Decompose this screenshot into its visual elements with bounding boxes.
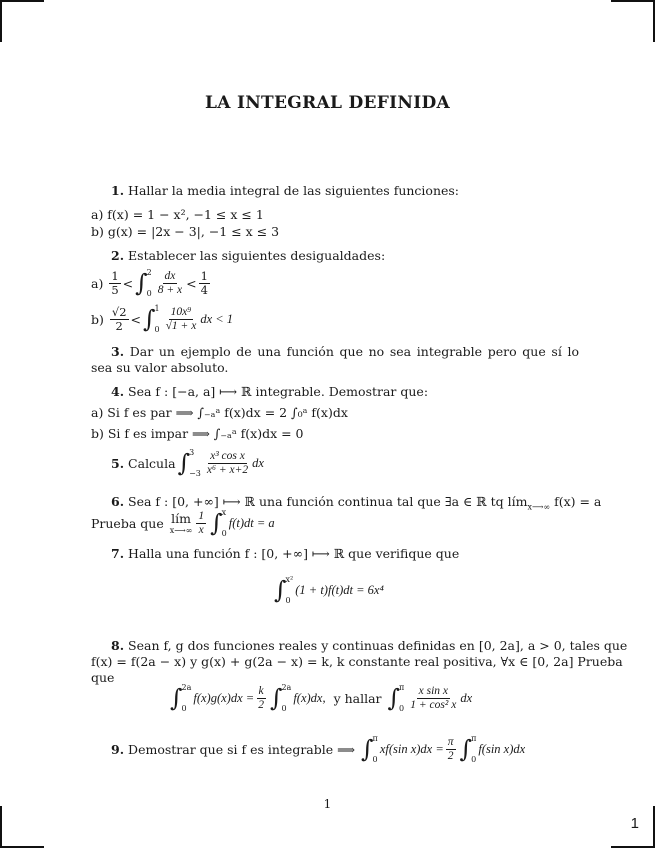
problem-number: 1. (111, 183, 125, 198)
math-tail: dx (460, 690, 473, 705)
problem-7 (91, 546, 579, 562)
problem-text: Demostrar que si f es integrable ⟹ (128, 741, 356, 757)
problem-5 (111, 448, 264, 478)
problem-8-equation (168, 683, 472, 713)
page-title: LA INTEGRAL DEFINIDA (204, 93, 450, 113)
y-hallar-text: y hallar (333, 690, 382, 706)
fraction: $\frac{dx}{8 + x}$ (157, 269, 183, 296)
problem-text: Calcula (128, 455, 176, 471)
problem-3 (91, 344, 579, 376)
problem-number: 2. (111, 248, 125, 263)
problem-text: Hallar la media integral de las siguientes funciones: (128, 183, 460, 198)
problem-2-b (91, 304, 233, 334)
item-label: b) (91, 311, 104, 327)
integral: ∫ 2 0 (135, 268, 152, 298)
math-body: f(sin x)dx (478, 741, 526, 756)
math-body: f(x)dx, (293, 690, 326, 705)
problem-8-line3: que (91, 670, 115, 685)
crop-mark-top-left-h (0, 0, 44, 2)
problem-number: 4. (111, 384, 125, 399)
fraction: $\frac{1}{4}$ (200, 268, 208, 297)
problem-number: 9. (111, 741, 125, 757)
integral: ∫ π 0 (459, 734, 477, 764)
problem-2 (91, 248, 579, 264)
integral: ∫ x 0 (210, 508, 227, 538)
integral: ∫ x² 0 (274, 575, 294, 605)
viewer-page-indicator: 1 (630, 815, 639, 832)
less-than: < (122, 275, 134, 291)
math-tail: dx (252, 455, 264, 470)
problem-4-b: b) Si f es impar ⟹ ∫₋ₐᵃ f(x)dx = 0 (91, 426, 304, 441)
fraction: $\frac{\pi}{2}$ (447, 735, 454, 762)
integral: ∫ 1 0 (143, 304, 160, 334)
problem-number: 7. (111, 546, 125, 561)
problem-text: Sea f : [0, +∞] ⟼ ℝ una función continua tal que ∃a ∈ ℝ tq lím (128, 494, 528, 509)
math-body: xf(sin x)dx = (379, 741, 444, 756)
less-than: < (130, 311, 142, 327)
fraction: $\frac{1}{5}$ (111, 268, 119, 297)
integral: ∫ 2a 0 (170, 683, 192, 713)
problem-number: 6. (111, 494, 125, 509)
prueba-label: Prueba que (91, 515, 164, 531)
problem-7-equation (272, 575, 384, 605)
limit: lím x⟶∞ (169, 511, 193, 535)
math-tail: f(t)dt = a (228, 515, 275, 530)
problem-text: Halla una función f : [0, +∞] ⟼ ℝ que verifique que (128, 546, 460, 561)
problem-1-b: b) g(x) = |2x − 3|, −1 ≤ x ≤ 3 (91, 224, 280, 239)
fraction: $\frac{√2}{2}$ (111, 304, 127, 333)
problem-text-end: f(x) = a (554, 494, 602, 509)
math-tail: dx < 1 (200, 311, 234, 326)
problem-number: 5. (111, 455, 125, 471)
integral: ∫ 2a 0 (269, 683, 292, 713)
problem-8-line2: f(x) = f(2a − x) y g(x) + g(2a − x) = k, k constante real positiva, ∀x ∈ [0, 2a] Prueba (91, 654, 623, 669)
problem-text: Establecer las siguientes desigualdades: (128, 248, 386, 263)
problem-2-a (91, 268, 212, 298)
problem-9 (111, 734, 525, 764)
problem-1-a: a) f(x) = 1 − x², −1 ≤ x ≤ 1 (91, 207, 264, 222)
problem-4 (91, 384, 579, 400)
problem-6-line2 (91, 508, 275, 538)
crop-mark-top-left-v (0, 0, 2, 42)
math-body: (1 + t)f(t)dt = 6x⁴ (295, 582, 384, 597)
integral: ∫ 3 −3 (177, 448, 201, 478)
less-than: < (186, 275, 197, 291)
fraction: $\frac{k}{2}$ (258, 684, 264, 711)
fraction: $\frac{\text{x³ cos x}}{\text{x⁶ + x+2}}$ (206, 449, 249, 476)
problem-text: Sea f : [−a, a] ⟼ ℝ integrable. Demostrar que: (128, 384, 429, 399)
problem-number: 3. (111, 344, 125, 359)
item-label: a) (91, 275, 104, 291)
crop-mark-top-right-h (611, 0, 655, 2)
problem-4-a: a) Si f es par ⟹ ∫₋ₐᵃ f(x)dx = 2 ∫₀ᵃ f(x)dx (91, 405, 348, 420)
fraction: $\frac{\text{x sin x}}{\text{1 + cos² x}}$ (410, 684, 457, 711)
problem-1 (91, 183, 579, 199)
problem-text: Dar un ejemplo de una función que no sea integrable pero que sí lo sea su valor absoluto. (91, 344, 579, 375)
problem-number: 8. (111, 638, 125, 653)
math-body: f(x)g(x)dx = (193, 690, 255, 705)
fraction: $\frac{1}{x}$ (198, 509, 205, 536)
fraction: $\frac{\text{10x⁹}}{√1 + x}$ (165, 305, 197, 332)
integral: ∫ π 0 (361, 734, 378, 764)
integral: ∫ π 0 (387, 683, 405, 713)
crop-mark-bottom-left-v (0, 806, 2, 848)
page-number: 1 (323, 797, 332, 811)
problem-8-line1 (91, 638, 628, 654)
limit-subscript: x⟶∞ (527, 502, 551, 512)
problem-text: Sean f, g dos funciones reales y continuas definidas en [0, 2a], a > 0, tales que (128, 638, 628, 653)
